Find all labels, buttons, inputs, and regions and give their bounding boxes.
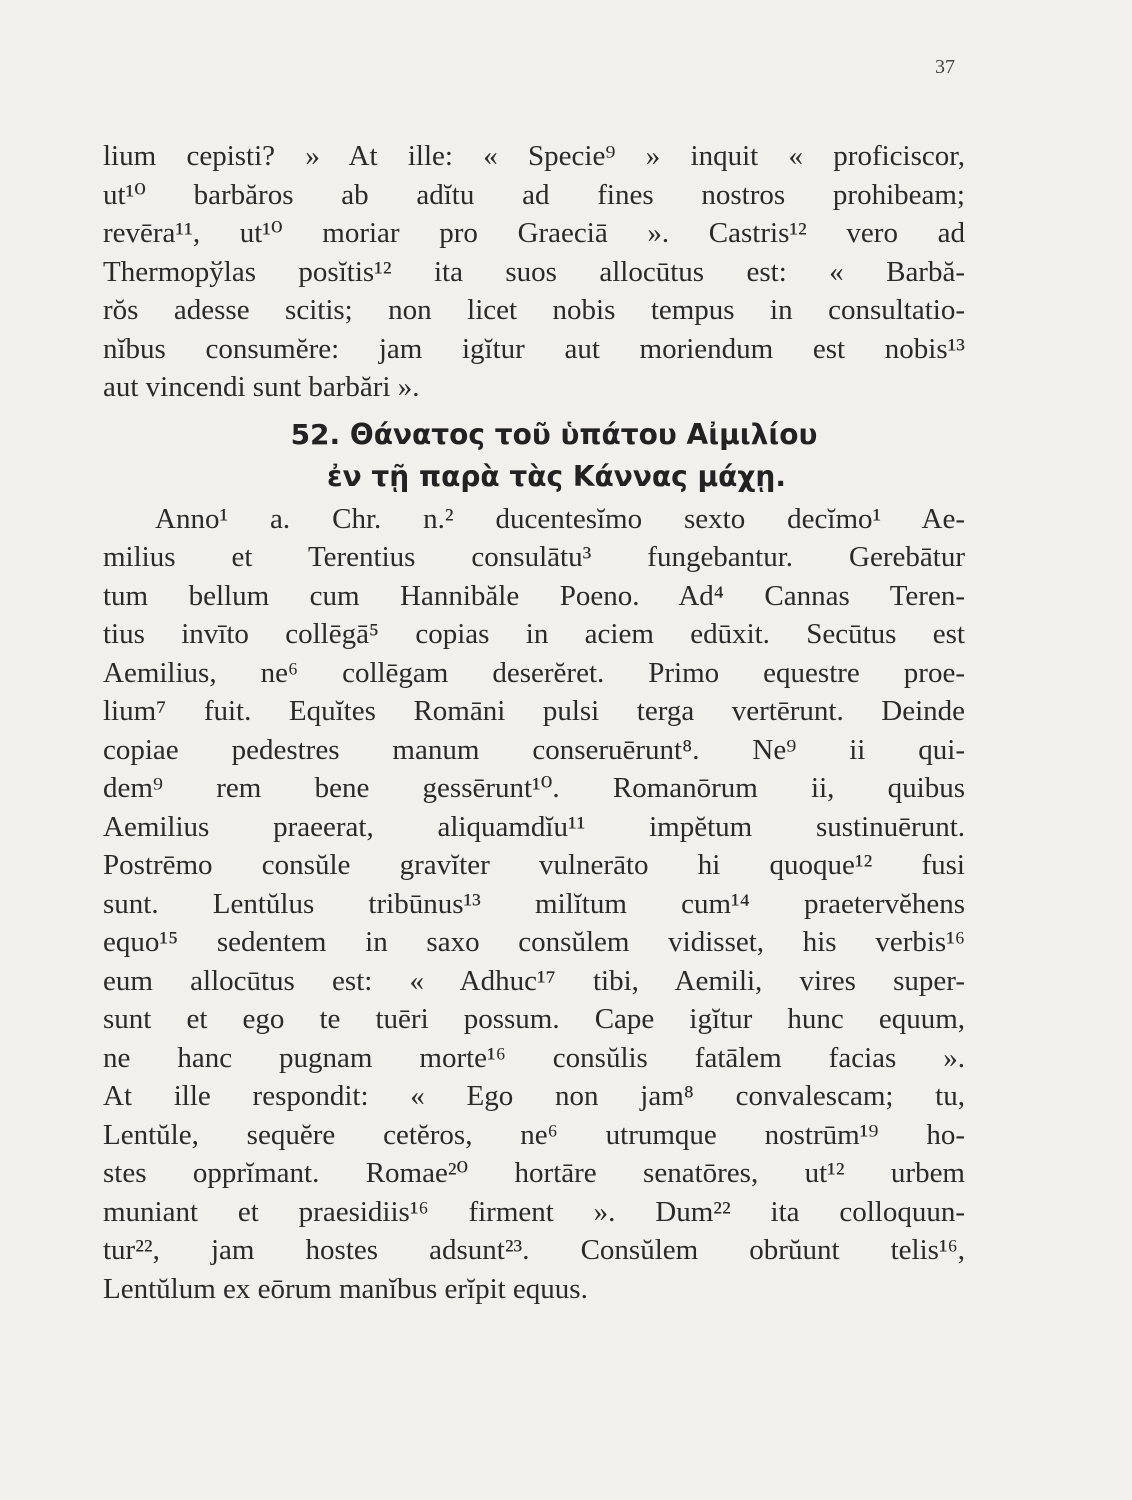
text-line: Lentŭlum ex eōrum manĭbus erĭpit equus. bbox=[103, 1272, 588, 1305]
text-line: Anno¹ a. Chr. n.² ducentesĭmo sexto decĭmo¹ Ae- bbox=[155, 502, 965, 535]
text-line: lium⁷ fuit. Equĭtes Romāni pulsi terga vertērunt. Deinde bbox=[103, 695, 965, 727]
text-line: Postrēmo consŭle gravĭter vulnerāto hi quoque¹² fusi bbox=[103, 849, 965, 881]
text-line: equo¹⁵ sedentem in saxo consŭlem vidisset, his verbis¹⁶ bbox=[103, 926, 965, 958]
text-line: muniant et praesidiis¹⁶ firment ». Dum²² ita colloquun- bbox=[103, 1195, 965, 1228]
text-line: revēra¹¹, ut¹⁰ moriar pro Graeciā ». Castris¹² vero ad bbox=[103, 217, 965, 249]
text-line: Lentŭle, sequĕre cetĕros, ne⁶ utrumque nostrūm¹⁹ ho- bbox=[103, 1118, 965, 1151]
text-line: aut vincendi sunt barbări ». bbox=[103, 371, 420, 403]
text-line: dem⁹ rem bene gessērunt¹⁰. Romanōrum ii, quibus bbox=[103, 772, 965, 804]
text-line: tur²², jam hostes adsunt²³. Consŭlem obrŭunt telis¹⁶, bbox=[103, 1234, 965, 1266]
text-line: nĭbus consumĕre: jam igĭtur aut moriendum est nobis¹³ bbox=[103, 332, 965, 365]
page-number: 37 bbox=[935, 56, 955, 78]
text-line: Aemilius praeerat, aliquamdĭu¹¹ impĕtum sustinuērunt. bbox=[103, 810, 965, 843]
text-line: sunt et ego te tuēri possum. Cape igĭtur hunc equum, bbox=[103, 1003, 965, 1035]
text-line: eum allocūtus est: « Adhuc¹⁷ tibi, Aemili, vires super- bbox=[103, 964, 965, 997]
section-2-text bbox=[103, 500, 965, 1309]
text-line: milius et Terentius consulātu³ fungebantur. Gerebātur bbox=[103, 541, 965, 573]
text-line: ne hanc pugnam morte¹⁶ consŭlis fatālem facias ». bbox=[103, 1041, 965, 1074]
text-line: tum bellum cum Hannibăle Poeno. Ad⁴ Cannas Teren- bbox=[103, 579, 965, 612]
text-line: rŏs adesse scitis; non licet nobis tempus in consultatio- bbox=[103, 294, 965, 326]
text-line: lium cepisti? » At ille: « Specie⁹ » inquit « proficiscor, bbox=[103, 140, 965, 172]
section-1-text bbox=[103, 137, 965, 1308]
text-line: copiae pedestres manum conseruērunt⁸. Ne⁹ ii qui- bbox=[103, 733, 965, 766]
section-heading-line-1: 52. Θάνατος τοῦ ὑπάτου Αἰμιλίου bbox=[290, 417, 818, 451]
text-line: sunt. Lentŭlus tribūnus¹³ milĭtum cum¹⁴ praetervĕhens bbox=[103, 887, 965, 920]
section-heading-line-2: ἐν τῇ παρὰ τὰς Κάννας μάχῃ. bbox=[327, 459, 786, 493]
text-line: Thermopўlas posĭtis¹² ita suos allocūtus est: « Barbă- bbox=[103, 255, 965, 288]
text-line: stes opprĭmant. Romae²⁰ hortāre senatōres, ut¹² urbem bbox=[103, 1157, 965, 1189]
text-line: tius invīto collēgā⁵ copias in aciem edūxit. Secūtus est bbox=[103, 618, 965, 650]
text-line: At ille respondit: « Ego non jam⁸ convalescam; tu, bbox=[103, 1080, 965, 1112]
text-line: ut¹⁰ barbăros ab adĭtu ad fines nostros prohibeam; bbox=[103, 178, 965, 211]
text-line: Aemilius, ne⁶ collēgam deserĕret. Primo equestre proe- bbox=[103, 656, 965, 689]
